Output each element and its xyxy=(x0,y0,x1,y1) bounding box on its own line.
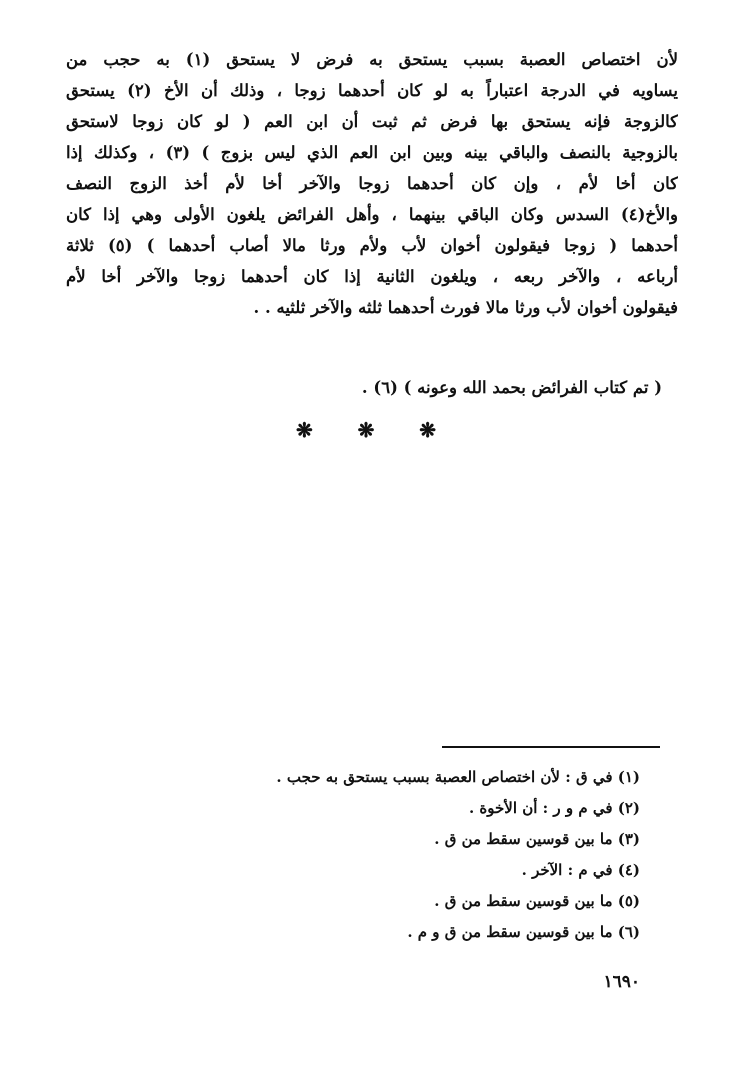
body-line: بالزوجية بالنصف والباقي بينه وبين ابن العم الذي ليس بزوج ) (٣) ، وكذلك إذا xyxy=(66,143,678,162)
section-ornament xyxy=(296,418,436,442)
body-text xyxy=(66,44,678,323)
footnote-divider xyxy=(442,746,660,748)
asterism-icon: ❋ xyxy=(296,418,313,442)
page-number: ١٦٩٠ xyxy=(603,972,640,992)
footnote-item: (٦) ما بين قوسين سقط من ق و م . xyxy=(407,923,640,941)
closing-line: ( تم كتاب الفرائض بحمد الله وعونه ) (٦) . xyxy=(361,378,662,397)
body-line: كان أخا لأم ، وإن كان أحدهما زوجا والآخر أخا لأم أخذ الزوج النصف xyxy=(66,174,678,193)
footnote-item: (٤) في م : الآخر . xyxy=(521,861,640,879)
asterism-icon: ❋ xyxy=(419,418,436,442)
footnote-item: (٥) ما بين قوسين سقط من ق . xyxy=(434,892,640,910)
footnote-item: (١) في ق : لأن اختصاص العصبة بسبب يستحق به حجب . xyxy=(276,768,640,786)
footnotes xyxy=(276,762,640,948)
footnote-item: (٢) في م و ر : أن الأخوة . xyxy=(468,799,640,817)
footnote-item: (٣) ما بين قوسين سقط من ق . xyxy=(434,830,640,848)
body-line: لأن اختصاص العصبة بسبب يستحق به فرض لا يستحق (١) به حجب من xyxy=(66,50,678,69)
body-line: كالزوجة فإنه يستحق بها فرض ثم ثبت أن ابن العم ( لو كان زوجا لاستحق xyxy=(66,112,678,131)
asterism-icon: ❋ xyxy=(357,418,375,442)
body-line: يساويه في الدرجة اعتباراً به لو كان أحدهما زوجا ، وذلك أن الأخ (٢) يستحق xyxy=(66,81,678,100)
body-line-last: فيقولون أخوان لأب ورثا مالا فورث أحدهما ثلثه والآخر ثلثيه . . xyxy=(253,298,678,317)
body-line: والأخ(٤) السدس وكان الباقي بينهما ، وأهل الفرائض يلغون الأولى وهي إذا كان xyxy=(66,205,678,224)
body-line: أحدهما ( زوجا فيقولون أخوان لأب ولأم ورثا مالا أصاب أحدهما ) (٥) ثلاثة xyxy=(66,236,678,255)
body-line: أرباعه ، والآخر ربعه ، ويلغون الثانية إذا كان أحدهما زوجا والآخر أخا لأم xyxy=(66,267,678,286)
